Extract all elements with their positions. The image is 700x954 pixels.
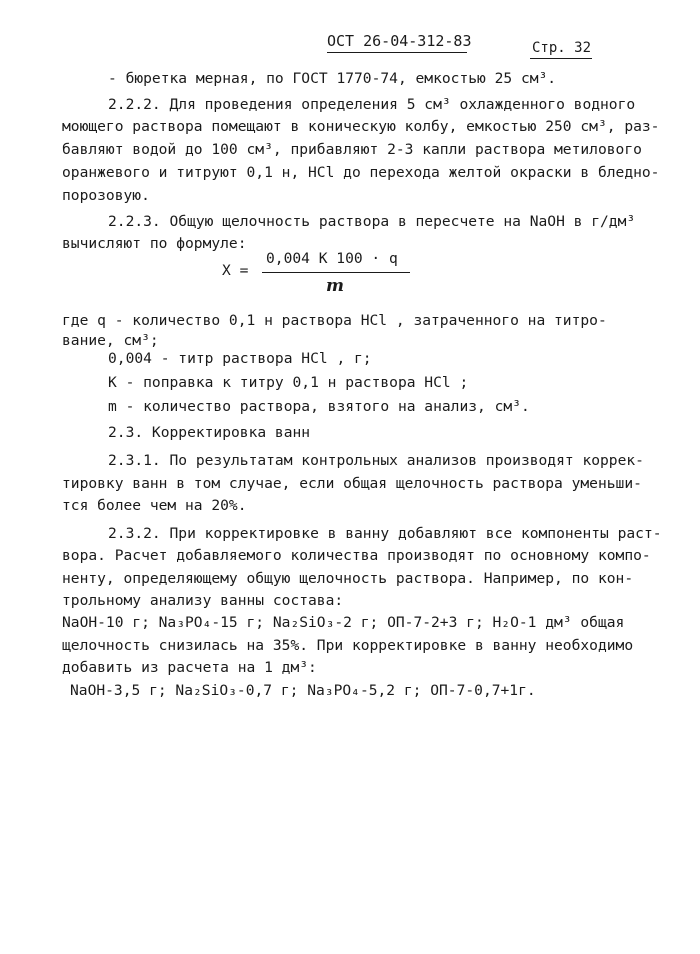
text-line: NaOH-10 г; Na₃PO₄-15 г; Na₂SiO₃-2 г; ОП-7-2+3 г; H₂O-1 дм³ общая (62, 614, 625, 631)
text-line: добавить из расчета на 1 дм³: (62, 659, 317, 676)
text-line: - бюретка мерная, по ГОСТ 1770-74, емкостью 25 см³. (108, 70, 557, 87)
text-line: вора. Расчет добавляемого количества производят по основному компо- (62, 547, 651, 564)
text-line: щелочность снизилась на 35%. При корректировке в ванну необходимо (62, 637, 634, 654)
text-line: 0,004 - титр раствора HCl , г; (108, 350, 372, 367)
text-line: NaOH-3,5 г; Na₂SiO₃-0,7 г; Na₃PO₄-5,2 г; ОП-7-0,7+1г. (70, 682, 536, 699)
formula-denominator: m (326, 276, 344, 296)
text-line: вычисляют по формуле: (62, 235, 247, 252)
text-line: m - количество раствора, взятого на анализ, см³. (108, 398, 530, 415)
text-line: 2.2.2. Для проведения определения 5 см³ охлажденного водного (108, 96, 636, 113)
text-line: ненту, определяющему общую щелочность раствора. Например, по кон- (62, 570, 634, 587)
text-line: порозовую. (62, 187, 150, 204)
text-line: тировку ванн в том случае, если общая щелочность раствора уменьши- (62, 475, 642, 492)
text-line: вание, см³; (62, 332, 159, 349)
document-id: ОСТ 26-04-312-83 (327, 32, 472, 50)
text-line: оранжевого и титруют 0,1 н, HCl до перехода желтой окраски в бледно- (62, 164, 660, 181)
text-line: бавляют водой до 100 см³, прибавляют 2-3 капли раствора метилового (62, 141, 642, 158)
section-heading: 2.3. Корректировка ванн (108, 424, 311, 441)
document-id-underline (327, 52, 467, 53)
text-line: моющего раствора помещают в коническую колбу, емкостью 250 см³, раз- (62, 118, 660, 135)
text-line: тся более чем на 20%. (62, 497, 247, 514)
formula-numerator: 0,004 К 100 · q (266, 250, 398, 267)
text-line: 2.3.2. При корректировке в ванну добавляют все компоненты раст- (108, 525, 662, 542)
text-line: трольному анализу ванны состава: (62, 592, 344, 609)
text-line: К - поправка к титру 0,1 н раствора HCl ; (108, 374, 469, 391)
text-line: где q - количество 0,1 н раствора HCl , затраченного на титро- (62, 312, 607, 329)
text-line: 2.2.3. Общую щелочность раствора в пересчете на NaOH в г/дм³ (108, 213, 636, 230)
formula-lhs: X = (222, 262, 249, 279)
formula-fraction-bar (262, 272, 410, 273)
page-number-underline (530, 58, 592, 59)
page-number: Стр. 32 (532, 40, 592, 56)
text-line: 2.3.1. По результатам контрольных анализов производят коррек- (108, 452, 644, 469)
